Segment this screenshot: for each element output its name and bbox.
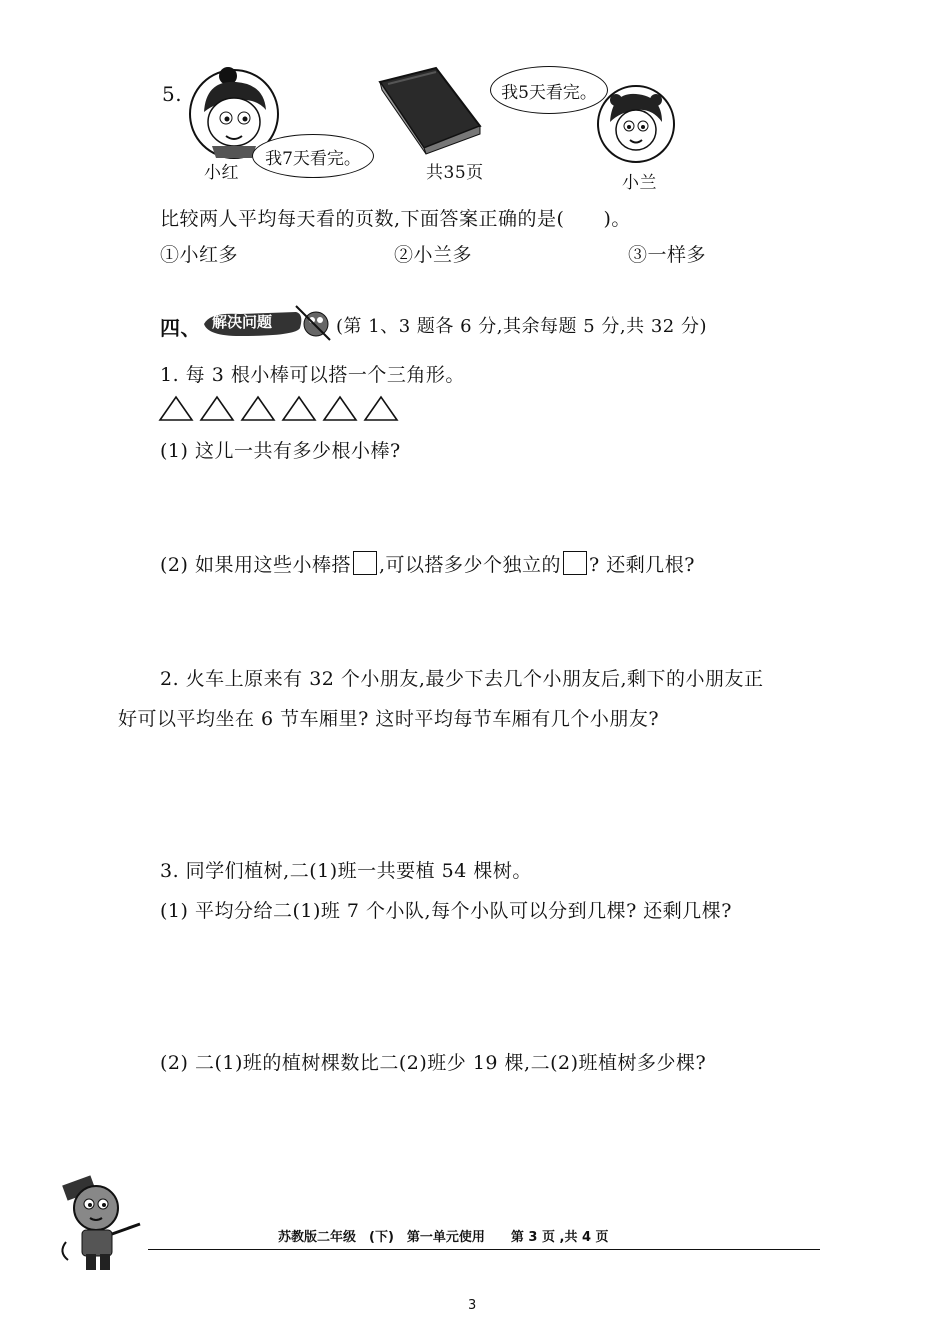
- triangle-icon: [201, 397, 233, 420]
- problem-3-title: 3. 同学们植树,二(1)班一共要植 54 棵树。: [160, 860, 532, 882]
- banner-title: 解决问题: [212, 313, 273, 331]
- xiaohong-name-label: 小红: [204, 163, 239, 183]
- xiaohong-speech-text: 我7天看完。: [265, 148, 361, 169]
- problem-1-sub-1: (1) 这儿一共有多少根小棒?: [160, 440, 401, 462]
- triangle-row: [158, 394, 408, 422]
- xiaohong-speech-bubble: [252, 134, 374, 178]
- triangle-icon: [324, 397, 356, 420]
- xiaolan-speech-text: 我5天看完。: [501, 82, 597, 103]
- book-illustration: [376, 64, 486, 156]
- question-5-option-1: ①小红多: [160, 244, 239, 266]
- section-4-score-note: (第 1、3 题各 6 分,其余每题 5 分,共 32 分): [336, 316, 707, 337]
- problem-1-sub-2-part-c: ? 还剩几根?: [589, 554, 695, 576]
- question-5-text: 比较两人平均每天看的页数,下面答案正确的是( )。: [160, 208, 631, 230]
- xiaolan-name-label: 小兰: [622, 173, 657, 193]
- triangle-icon: [242, 397, 274, 420]
- footer-mascot-illustration: [56, 1172, 152, 1276]
- problem-3-sub-1: (1) 平均分给二(1)班 7 个小队,每个小队可以分到几棵? 还剩几棵?: [160, 900, 732, 922]
- book-page-count-caption: 共35页: [426, 163, 484, 183]
- problem-1-sub-2-part-b: ,可以搭多少个独立的: [378, 554, 562, 576]
- triangle-icon: [365, 397, 397, 420]
- section-4-number: 四、: [160, 316, 201, 340]
- footer-text: 苏教版二年级 (下) 第一单元使用 第 3 页 ,共 4 页: [278, 1230, 609, 1245]
- girl-xiaolan-illustration: [594, 82, 678, 166]
- xiaolan-speech-bubble: [490, 66, 608, 114]
- section-banner: [200, 300, 336, 346]
- problem-2-line-2: 好可以平均坐在 6 节车厢里? 这时平均每节车厢有几个小朋友?: [118, 708, 660, 730]
- page-number: 3: [468, 1298, 477, 1313]
- problem-1-title: 1. 每 3 根小棒可以搭一个三角形。: [160, 364, 465, 386]
- triangle-icon: [283, 397, 315, 420]
- problem-1-sub-2-part-a: (2) 如果用这些小棒搭: [160, 554, 351, 576]
- square-shape-icon: [563, 551, 587, 575]
- problem-3-sub-2: (2) 二(1)班的植树棵数比二(2)班少 19 棵,二(2)班植树多少棵?: [160, 1052, 707, 1074]
- question-5-option-2: ②小兰多: [394, 244, 473, 266]
- problem-2-line-1: 2. 火车上原来有 32 个小朋友,最少下去几个小朋友后,剩下的小朋友正: [160, 668, 764, 690]
- problem-1-sub-2: [160, 550, 695, 577]
- square-shape-icon: [353, 551, 377, 575]
- question-5-number: 5.: [162, 82, 183, 106]
- footer-divider: [148, 1249, 820, 1250]
- question-5-option-3: ③一样多: [628, 244, 707, 266]
- triangle-icon: [160, 397, 192, 420]
